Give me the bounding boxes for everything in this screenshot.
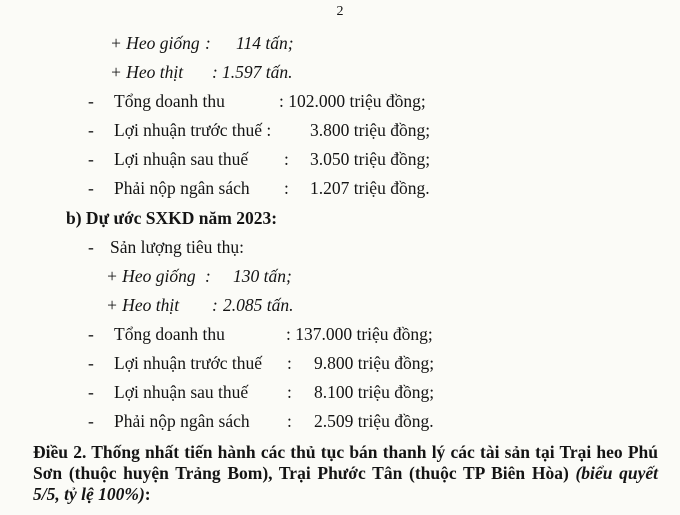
row-pretax-profit-2023	[88, 353, 435, 373]
row-value: 3.800 triệu đồng;	[310, 120, 431, 140]
row-value: : 137.000 triệu đồng;	[286, 324, 433, 344]
row-pretax-profit-2022	[88, 120, 431, 140]
row-label: Tổng doanh thu	[114, 91, 225, 111]
row-aftertax-profit-2022	[88, 149, 431, 169]
row-budget-2022	[88, 178, 430, 198]
sub-item-meat-pigs	[106, 295, 294, 315]
sub-item-sep: :	[205, 266, 211, 286]
row-label: Sản lượng tiêu thụ:	[110, 237, 244, 257]
section-b-heading: b) Dự ước SXKD năm 2023:	[66, 208, 278, 228]
article-2-lead: Điều 2. Thống nhất tiến hành các thủ tục bán thanh lý các tài sản tại Trại heo Phú Sơn (thuộc huyện Trảng Bom), Trại Phước Tân (thuộc TP Biên Hòa)	[33, 442, 658, 483]
row-dash: -	[88, 324, 94, 344]
row-label: Tổng doanh thu	[114, 324, 225, 344]
sub-item-value: 130 tấn;	[233, 266, 292, 286]
row-sep: :	[284, 178, 289, 198]
row-value: 9.800 triệu đồng;	[314, 353, 435, 373]
article-2-vote: (biểu quyết 5/5, tỷ lệ 100%)	[33, 463, 658, 504]
row-revenue-2023	[88, 324, 433, 344]
row-dash: -	[88, 178, 94, 198]
sub-item-sep: :	[205, 33, 211, 53]
row-label: Lợi nhuận trước thuế	[114, 353, 263, 373]
row-value: : 102.000 triệu đồng;	[279, 91, 426, 111]
sub-item-sep: :	[212, 62, 218, 82]
row-sep: :	[284, 149, 289, 169]
row-dash: -	[88, 382, 94, 402]
row-dash: -	[88, 353, 94, 373]
article-2-paragraph	[33, 442, 658, 505]
sub-item-label: + Heo giống	[106, 266, 196, 286]
article-2-colon: :	[144, 484, 151, 504]
sub-item-label: + Heo giống	[110, 33, 200, 53]
row-value: 1.207 triệu đồng.	[310, 178, 430, 198]
sub-item-meat-pigs	[110, 62, 293, 82]
row-budget-2023	[88, 411, 434, 431]
section-b-intro	[88, 237, 244, 257]
sub-item-value: 1.597 tấn.	[222, 62, 293, 82]
sub-item-breeding-pigs	[110, 33, 294, 53]
sub-item-value: 114 tấn;	[236, 33, 294, 53]
row-value: 3.050 triệu đồng;	[310, 149, 431, 169]
row-dash: -	[88, 149, 94, 169]
row-dash: -	[88, 91, 94, 111]
sub-item-breeding-pigs	[106, 266, 292, 286]
row-dash: -	[88, 411, 94, 431]
row-dash: -	[88, 237, 94, 257]
row-value: 8.100 triệu đồng;	[314, 382, 435, 402]
row-sep: :	[287, 411, 292, 431]
row-label: Lợi nhuận sau thuế	[114, 149, 249, 169]
row-sep: :	[287, 353, 292, 373]
row-label: Lợi nhuận trước thuế :	[114, 120, 272, 140]
row-value: 2.509 triệu đồng.	[314, 411, 434, 431]
row-dash: -	[88, 120, 94, 140]
page-number: 2	[336, 4, 344, 19]
row-label: Phải nộp ngân sách	[114, 178, 250, 198]
sub-item-sep: :	[212, 295, 218, 315]
row-label: Phải nộp ngân sách	[114, 411, 250, 431]
row-aftertax-profit-2023	[88, 382, 435, 402]
row-sep: :	[287, 382, 292, 402]
sub-item-label: + Heo thịt	[110, 62, 184, 82]
row-label: Lợi nhuận sau thuế	[114, 382, 249, 402]
row-revenue-2022	[88, 91, 426, 111]
sub-item-label: + Heo thịt	[106, 295, 180, 315]
sub-item-value: 2.085 tấn.	[223, 295, 294, 315]
